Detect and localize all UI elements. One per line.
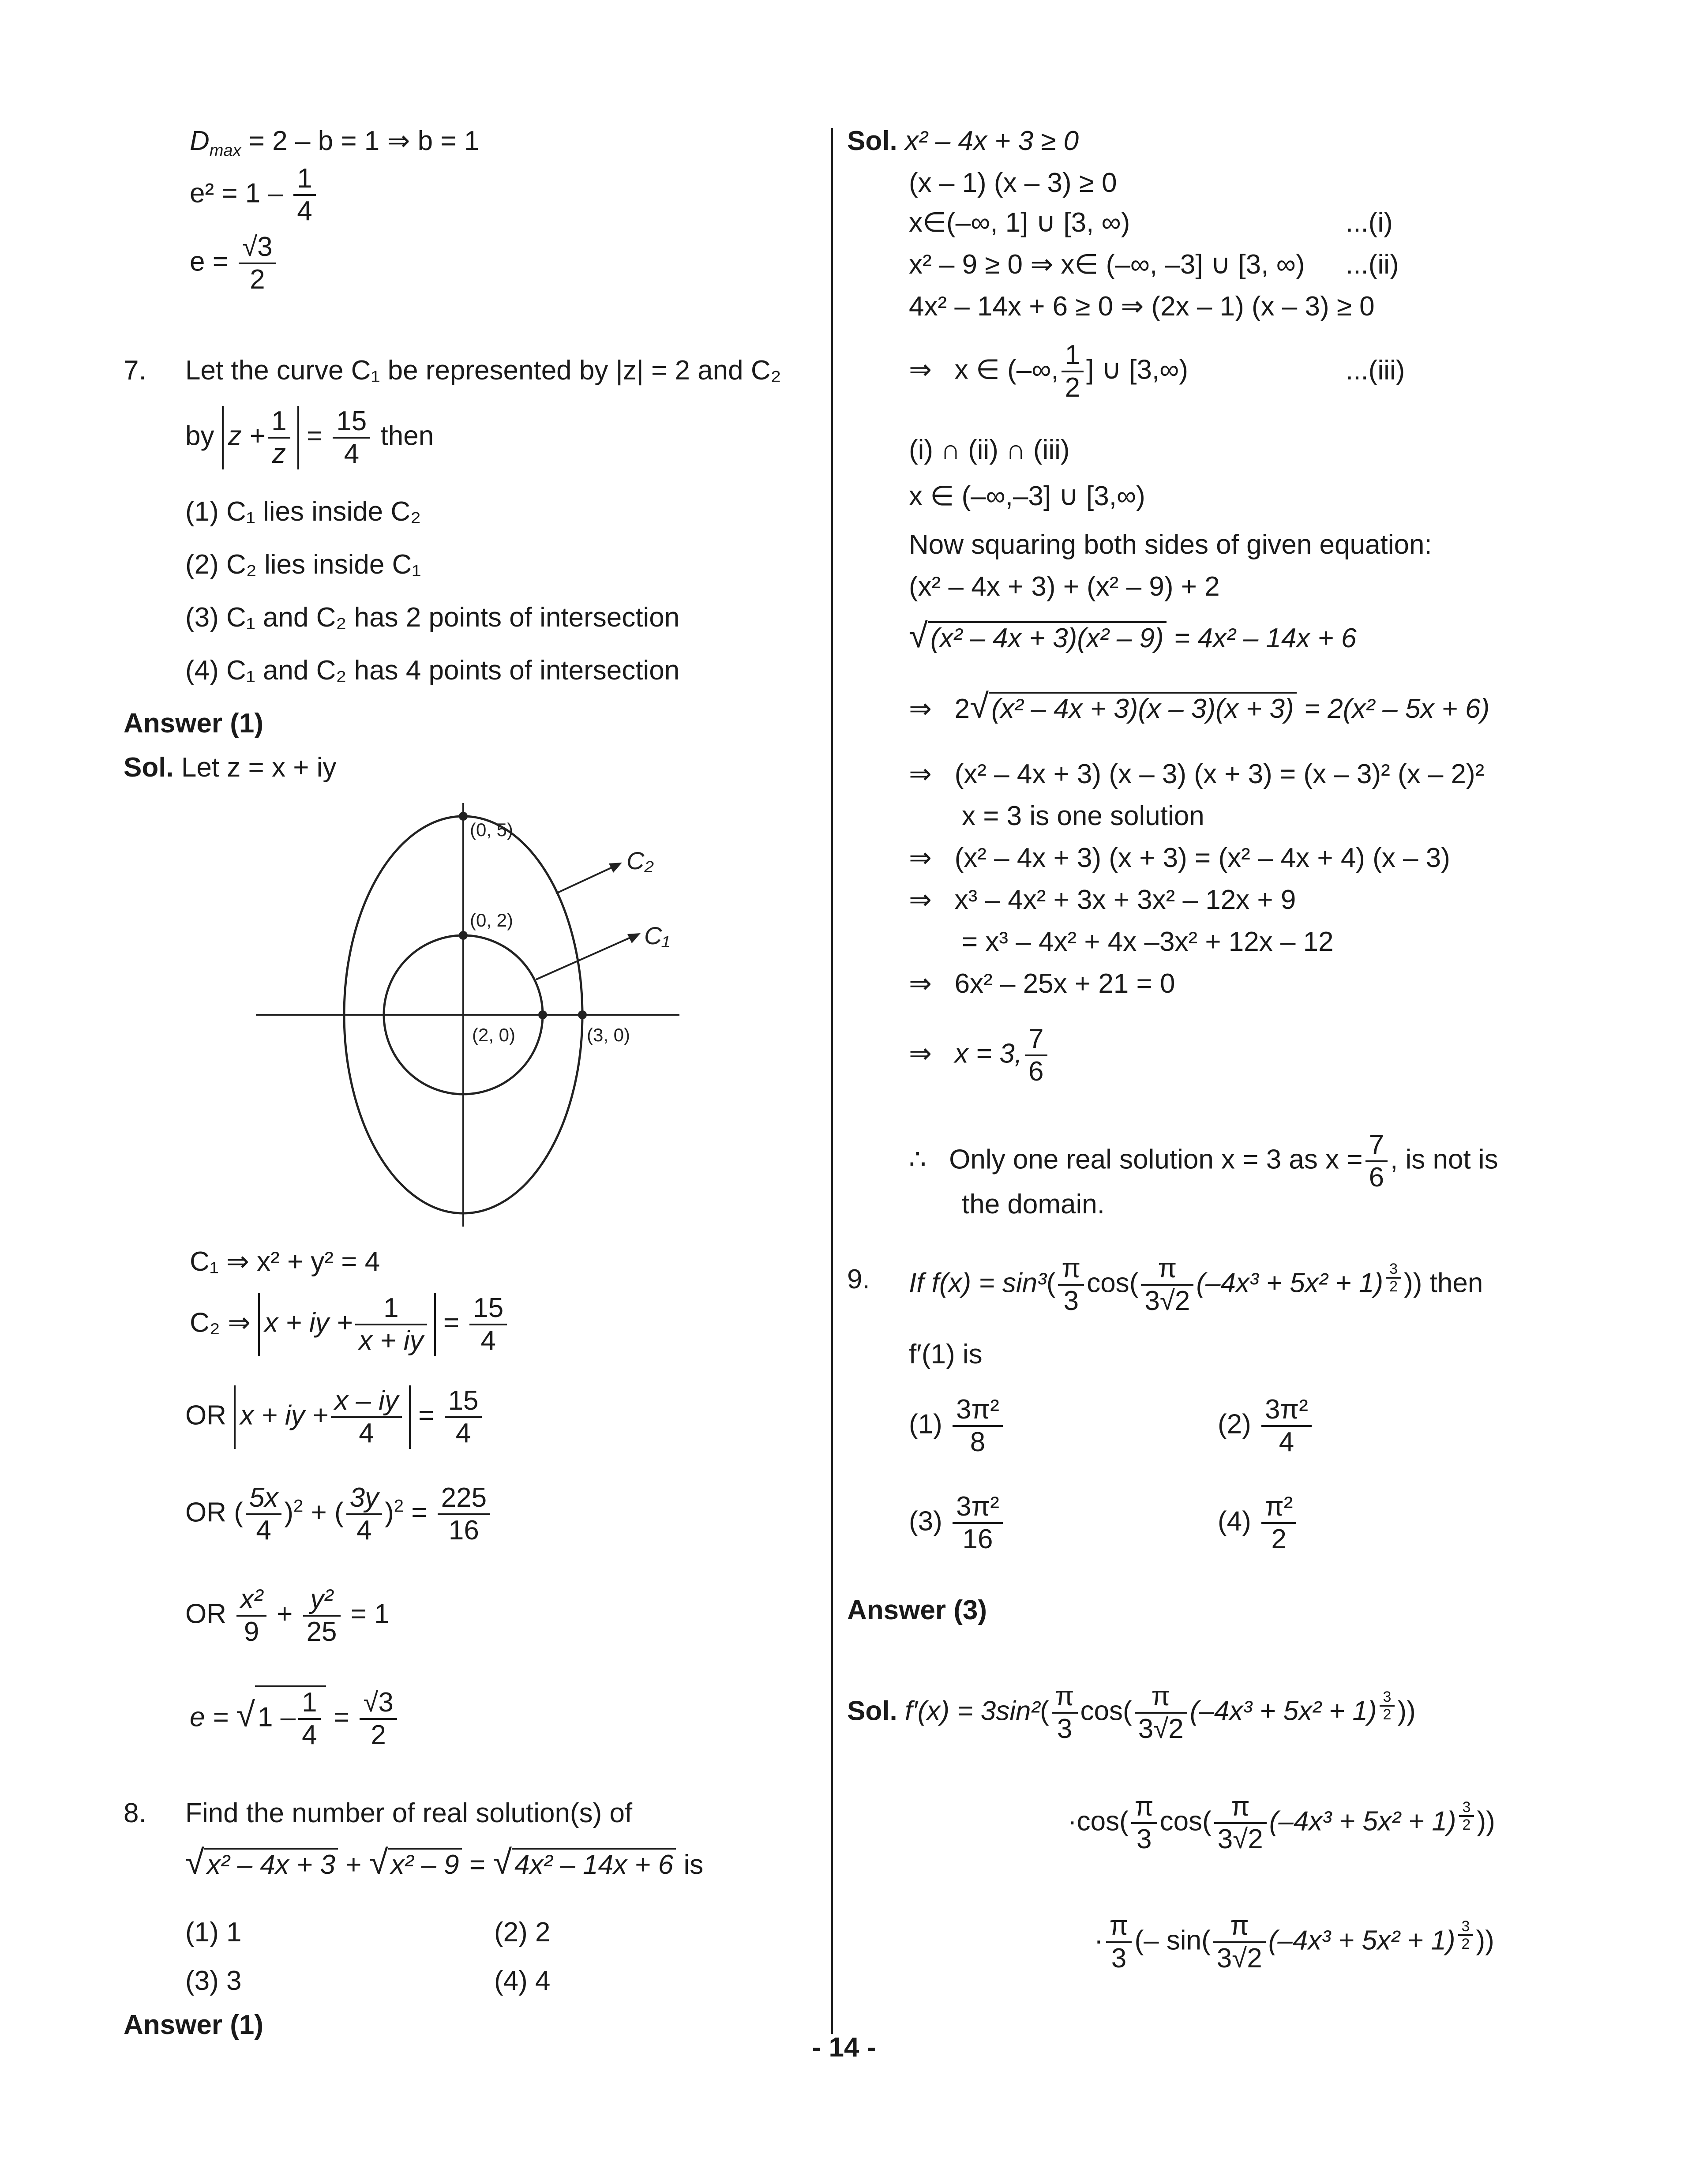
or2-rhs-frac <box>438 1482 490 1546</box>
label-0-5: (0, 5) <box>470 819 514 840</box>
e-final-radical <box>255 1685 326 1751</box>
r-l20-post: , is not is <box>1390 1144 1498 1175</box>
frac-den: 4 <box>359 1418 374 1448</box>
sol2-l2-exponent <box>1459 1799 1474 1833</box>
option-frac <box>1261 1491 1296 1555</box>
q7-frac <box>268 406 290 469</box>
sol2-l2-cos: ·cos <box>1068 1806 1120 1837</box>
r-l20-frac <box>1365 1130 1388 1193</box>
frac-den: 2 <box>1462 1816 1471 1834</box>
r-l15: (x² – 4x + 3) (x + 3) = (x² – 4x + 4) (x – 3) <box>954 843 1450 873</box>
r-l16: x³ – 4x² + 3x + 3x² – 12x + 9 <box>954 885 1296 915</box>
sol-label: Sol. <box>847 1696 897 1726</box>
or2-a-frac <box>246 1482 281 1546</box>
q9-statement: If f(x) = sin³( $\frac{\pi}{3}$ cos( $\frac{\pi}{3√2}$ (–4x³ + 5x² + 1) $^{\frac{3}{2}}$ )) then <box>909 1253 1483 1316</box>
implies-arrow: ⇒ <box>909 694 932 724</box>
frac-den: 16 <box>962 1524 993 1554</box>
sol2-l3-inner: (–4x³ + 5x² + 1) <box>1268 1925 1455 1956</box>
frac-den: 3 <box>1136 1824 1152 1854</box>
q9-fprime: f′(1) is <box>909 1339 983 1370</box>
r-line-8: x ∈ (–∞,–3] ∪ [3,∞) <box>909 481 1145 511</box>
frac-den: 4 <box>256 1515 271 1546</box>
c1-equation: C₁ ⇒ x² + y² = 4 <box>190 1246 380 1277</box>
q8-option-2: (2) 2 <box>494 1917 551 1948</box>
frac-den: 2 <box>371 1720 386 1750</box>
or1-abs <box>234 1385 411 1449</box>
r-l12-radical: (x² – 4x + 3)(x – 3)(x + 3) <box>989 692 1297 724</box>
frac-num: π <box>1135 1681 1187 1714</box>
frac-num: y² <box>303 1584 341 1617</box>
r-l12-pre: 2 <box>954 694 970 724</box>
or-line-1 <box>185 1385 484 1449</box>
c2-expr: x + iy + <box>264 1307 353 1338</box>
frac-den: 3 <box>1057 1714 1073 1744</box>
or1-frac <box>331 1385 402 1449</box>
frac-num: 1 <box>1062 340 1084 372</box>
sol-label: Sol. <box>847 126 897 156</box>
frac-num: π <box>1213 1910 1266 1943</box>
sol2-l3-pi3r2 <box>1213 1910 1266 1974</box>
label-c2: C₂ <box>626 847 654 874</box>
q9-pi3 <box>1058 1253 1084 1317</box>
therefore-symbol: ∴ <box>909 1144 927 1175</box>
r-line-21: the domain. <box>962 1189 1105 1220</box>
r-l6-pre: x ∈ (–∞, <box>954 354 1059 385</box>
option-label: (1) <box>909 1409 942 1440</box>
frac-den: 2 <box>1271 1524 1287 1554</box>
q7-option-1: (1) C₁ lies inside C₂ <box>185 496 421 527</box>
frac-den: 4 <box>356 1515 372 1546</box>
q7-number: 7. <box>124 355 146 386</box>
or-label: OR <box>185 1400 226 1431</box>
frac-num: π <box>1058 1253 1084 1286</box>
q9-option-1 <box>909 1394 1005 1458</box>
frac-den: 4 <box>455 1418 471 1448</box>
q7-text: Let the curve C₁ be represented by |z| = 2 and C₂ <box>185 355 781 386</box>
dmax-equation: = 2 – b = 1 ⇒ b = 1 <box>241 126 480 156</box>
q8-eq: = <box>469 1850 486 1880</box>
or-label: OR <box>185 1599 226 1629</box>
frac-den: 4 <box>1279 1427 1294 1457</box>
sol2-cos: cos <box>1080 1696 1123 1726</box>
implies-arrow: ⇒ <box>909 968 932 999</box>
or-label: OR <box>185 1497 226 1528</box>
option-frac <box>1261 1394 1312 1458</box>
r-l19-pre: x = 3, <box>954 1038 1023 1069</box>
q8-text: Find the number of real solution(s) of <box>185 1798 633 1828</box>
frac-num: 3 <box>1458 1918 1474 1936</box>
c2-label: C₂ ⇒ <box>190 1307 251 1338</box>
r-line-17: = x³ – 4x² + 4x –3x² + 12x – 12 <box>962 927 1334 957</box>
c2-abs <box>258 1293 435 1356</box>
sol2-lhs: f′(x) = 3sin² <box>904 1696 1040 1726</box>
sol-label: Sol. <box>124 752 174 783</box>
frac-num: √3 <box>239 232 276 264</box>
frac-num: π <box>1131 1791 1157 1824</box>
label-c1: C₁ <box>644 922 670 949</box>
point-0-2 <box>459 931 468 940</box>
frac-num: π <box>1141 1253 1193 1286</box>
implies-arrow: ⇒ <box>909 759 932 789</box>
q9-exponent <box>1386 1261 1401 1295</box>
q8-answer: Answer (1) <box>124 2010 263 2040</box>
r-line-9: Now squaring both sides of given equation: <box>909 529 1432 560</box>
r-line-18 <box>909 966 1175 1002</box>
r-l11-rhs: = 4x² – 14x + 6 <box>1174 623 1357 653</box>
or-line-2: OR ( $\frac{5x}{4}$ )$^2$ + ( $\frac{3y}{4}$ )$^2$ = $\frac{225}{16}$ <box>185 1482 493 1546</box>
r-line-2: (x – 1) (x – 3) ≥ 0 <box>909 168 1117 198</box>
frac-den: 4 <box>480 1325 496 1356</box>
option-label: (2) <box>1218 1409 1251 1440</box>
q9-inner: (–4x³ + 5x² + 1) <box>1196 1268 1384 1298</box>
implies-arrow: ⇒ <box>909 885 932 915</box>
or1-eq: = <box>418 1400 435 1431</box>
column-divider <box>831 128 833 2034</box>
q8-option-1: (1) 1 <box>185 1917 242 1948</box>
frac-den: 3√2 <box>1138 1714 1184 1744</box>
frac-num: 3 <box>1380 1689 1395 1707</box>
q8-radical-c: 4x² – 14x + 6 <box>512 1848 676 1880</box>
r-l6-post: ] ∪ [3,∞) <box>1086 354 1188 385</box>
frac-den: 8 <box>970 1427 986 1457</box>
q7-z: z + <box>228 420 266 451</box>
e-squared-line <box>190 163 319 227</box>
or1-rhs-frac <box>445 1385 482 1449</box>
q7-option-3: (3) C₁ and C₂ has 2 points of intersection <box>185 602 680 633</box>
or3-plus: + <box>277 1599 293 1629</box>
r-l13: (x² – 4x + 3) (x – 3) (x + 3) = (x – 3)² (x – 2)² <box>954 759 1485 789</box>
r-l12-rhs: = 2(x² – 5x + 6) <box>1304 694 1490 724</box>
q7-solution-intro <box>124 750 336 785</box>
frac-num: 1 <box>268 406 290 439</box>
q8-radical-b: x² – 9 <box>388 1848 462 1880</box>
frac-num: 3 <box>1459 1799 1474 1817</box>
q9-option-3 <box>909 1491 1005 1555</box>
r-l1: x² – 4x + 3 ≥ 0 <box>904 126 1079 156</box>
frac-num: 3y <box>346 1482 382 1515</box>
frac-den: 4 <box>302 1720 317 1750</box>
q9-answer: Answer (3) <box>847 1595 987 1625</box>
frac-num: 5x <box>246 1482 281 1515</box>
sol2-line-2: ·cos( $\frac{\pi}{3}$ cos( $\frac{\pi}{3√2}$ (–4x³ + 5x² + 1) $^{\frac{3}{2}}$ )) <box>1068 1791 1495 1854</box>
q9-then: then <box>1429 1268 1483 1298</box>
r-l11-radical: (x² – 4x + 3)(x² – 9) <box>928 621 1167 654</box>
q9-pi3r2 <box>1141 1253 1193 1317</box>
e-final-eq: = <box>333 1702 350 1733</box>
c2-rhs-frac <box>469 1293 507 1356</box>
or2-eq: = <box>411 1497 428 1528</box>
frac-num: 15 <box>469 1293 507 1325</box>
sol2-pi3 <box>1052 1681 1078 1745</box>
point-3-0 <box>578 1010 587 1019</box>
r-line-6-tag: ...(iii) <box>1346 355 1405 386</box>
e-final-frac <box>360 1687 397 1751</box>
c2-frac <box>355 1293 427 1356</box>
q7-condition <box>185 406 434 469</box>
frac-den: 2 <box>1383 1706 1392 1723</box>
frac-num: 1 <box>293 163 315 196</box>
point-0-5 <box>459 812 468 821</box>
frac-num: 15 <box>445 1385 482 1418</box>
r-line-12: ⇒ 2√(x² – 4x + 3)(x – 3)(x + 3) = 2(x² – 5x + 6) <box>909 687 1490 725</box>
sol2-l2-cos2: cos <box>1159 1806 1203 1837</box>
r-l6-frac <box>1062 340 1084 403</box>
implies-arrow: ⇒ <box>909 1038 932 1069</box>
frac-den: z <box>272 439 286 469</box>
frac-den: 2 <box>1065 372 1080 403</box>
r-line-20 <box>909 1130 1498 1193</box>
frac-num: 7 <box>1025 1024 1047 1056</box>
frac-num: π² <box>1261 1491 1296 1524</box>
q8-option-4: (4) 4 <box>494 1966 551 1996</box>
q9-cos: cos <box>1087 1268 1129 1298</box>
r-line-15 <box>909 841 1450 876</box>
or2-plus: + <box>311 1497 327 1528</box>
r-line-13 <box>909 757 1484 792</box>
e-final-inner: 1 – <box>257 1702 296 1733</box>
or-line-3 <box>185 1584 390 1647</box>
r-line-1 <box>847 124 1079 159</box>
r-line-14: x = 3 is one solution <box>962 801 1204 831</box>
frac-den: 3 <box>1111 1943 1127 1974</box>
e-final-line: e = √1 – $\frac{1}{4}$ = $\frac{√3}{2}$ <box>190 1685 400 1751</box>
e-squared-lhs: e² = 1 – <box>190 178 283 209</box>
c2-equation <box>190 1293 510 1356</box>
q7-option-4: (4) C₁ and C₂ has 4 points of intersection <box>185 655 680 686</box>
frac-num: 15 <box>333 406 370 439</box>
r-line-7: (i) ∩ (ii) ∩ (iii) <box>909 435 1070 465</box>
page-number: - 14 - <box>812 2032 876 2063</box>
frac-num: 3 <box>1386 1261 1401 1279</box>
q7-then: then <box>380 420 434 451</box>
q8-is: is <box>683 1850 704 1880</box>
e-final-inner-frac <box>298 1687 320 1751</box>
frac-den: 9 <box>244 1617 259 1647</box>
frac-num: 3π² <box>953 1491 1003 1524</box>
frac-den: 3 <box>1063 1286 1079 1316</box>
option-label: (4) <box>1218 1506 1251 1537</box>
frac-den: 3√2 <box>1216 1943 1262 1974</box>
r-line-3-tag: ...(i) <box>1346 207 1393 238</box>
frac-num: π <box>1052 1681 1078 1714</box>
ellipse-circle-graph <box>256 803 706 1227</box>
r-l20-pre: Only one real solution x = 3 as x = <box>949 1144 1363 1175</box>
or2-b-frac <box>346 1482 382 1546</box>
r-line-4: x² – 9 ≥ 0 ⇒ x∈ (–∞, –3] ∪ [3, ∞) <box>909 249 1305 280</box>
implies-arrow: ⇒ <box>909 354 932 385</box>
q8-number: 8. <box>124 1798 146 1828</box>
frac-den: 6 <box>1369 1162 1384 1193</box>
dmax-line <box>190 124 479 168</box>
r-line-19 <box>909 1024 1050 1087</box>
e-line <box>190 232 279 295</box>
frac-den: 2 <box>250 264 265 295</box>
frac-num: 1 <box>355 1293 427 1325</box>
frac-num: π <box>1106 1910 1132 1943</box>
q7-by: by <box>185 420 214 451</box>
q8-option-3: (3) 3 <box>185 1966 242 1996</box>
frac-den: 3√2 <box>1144 1286 1190 1316</box>
frac-num: π <box>1214 1791 1267 1824</box>
frac-num: 7 <box>1365 1130 1388 1162</box>
q9-option-4 <box>1218 1491 1299 1555</box>
frac-den: 2 <box>1389 1278 1398 1295</box>
r-l18: 6x² – 25x + 21 = 0 <box>954 968 1175 999</box>
c2-eq: = <box>443 1307 460 1338</box>
frac-den: 4 <box>297 196 312 226</box>
q8-radical-a: x² – 4x + 3 <box>204 1848 338 1880</box>
frac-den: 6 <box>1028 1056 1044 1087</box>
implies-arrow: ⇒ <box>909 843 932 873</box>
frac-den: 16 <box>448 1515 479 1546</box>
r-line-10: (x² – 4x + 3) + (x² – 9) + 2 <box>909 571 1220 602</box>
sol2-exponent <box>1380 1689 1395 1722</box>
frac-den: 4 <box>344 439 360 469</box>
sol2-inner: (–4x³ + 5x² + 1) <box>1189 1696 1377 1726</box>
q7-abs <box>222 406 299 469</box>
r-line-5: 4x² – 14x + 6 ≥ 0 ⇒ (2x – 1) (x – 3) ≥ 0 <box>909 291 1375 322</box>
r-l19-frac <box>1025 1024 1047 1087</box>
label-0-2: (0, 2) <box>470 910 514 931</box>
frac-den: 2 <box>1461 1936 1470 1953</box>
e-fraction <box>239 232 276 295</box>
sol2-l3-pi3 <box>1106 1910 1132 1974</box>
or3-eq: = 1 <box>350 1599 390 1629</box>
r-line-11: √(x² – 4x + 3)(x² – 9) = 4x² – 14x + 6 <box>909 616 1357 655</box>
label-2-0: (2, 0) <box>472 1024 516 1045</box>
sol2-l2-inner: (–4x³ + 5x² + 1) <box>1269 1806 1456 1837</box>
or1-expr: x + iy + <box>240 1400 329 1431</box>
q7-eq: = <box>306 420 323 451</box>
sol-text: Let z = x + iy <box>181 752 337 783</box>
option-label: (3) <box>909 1506 942 1537</box>
sol2-l3-exponent <box>1458 1918 1474 1952</box>
frac-num: x – iy <box>331 1385 402 1418</box>
q7-rhs-frac <box>333 406 370 469</box>
e-label: e = <box>190 246 229 277</box>
point-2-0 <box>538 1010 547 1019</box>
q7-option-2: (2) C₂ lies inside C₁ <box>185 549 421 580</box>
c1-pointer <box>536 935 635 979</box>
frac-num: 1 <box>298 1687 320 1720</box>
sol2-l3-sin: – sin <box>1144 1925 1202 1956</box>
or3-b-frac <box>303 1584 341 1647</box>
or3-a-frac <box>236 1584 266 1647</box>
sol2-line-1: Sol. f′(x) = 3sin²( $\frac{\pi}{3}$ cos( $\frac{\pi}{3√2}$ (–4x³ + 5x² + 1) $^{\frac{3}{2}}$ )) <box>847 1681 1416 1744</box>
frac-num: 3π² <box>1261 1394 1312 1427</box>
q7-answer: Answer (1) <box>124 708 263 739</box>
r-line-3: x∈(–∞, 1] ∪ [3, ∞) <box>909 207 1130 238</box>
sol2-line-3: · $\frac{\pi}{3}$ (– sin( $\frac{\pi}{3√2}$ (–4x³ + 5x² + 1) $^{\frac{3}{2}}$ )) <box>1094 1910 1494 1974</box>
frac-num: 3π² <box>953 1394 1003 1427</box>
option-frac <box>953 1394 1003 1458</box>
r-line-4-tag: ...(ii) <box>1346 249 1399 280</box>
frac-num: √3 <box>360 1687 397 1720</box>
option-frac <box>953 1491 1003 1555</box>
dmax-subscript: max <box>209 141 241 160</box>
q8-equation: √x² – 4x + 3 + √x² – 9 = √4x² – 14x + 6 is <box>185 1843 704 1881</box>
sol2-l2-pi3 <box>1131 1791 1157 1855</box>
frac-num: 225 <box>438 1482 490 1515</box>
frac-num: x² <box>236 1584 266 1617</box>
q9-number: 9. <box>847 1264 870 1295</box>
r-line-16 <box>909 882 1296 918</box>
sol2-l2-pi3r2 <box>1214 1791 1267 1855</box>
e-final-label: e = <box>190 1702 229 1733</box>
e-squared-fraction <box>293 163 315 227</box>
c2-pointer <box>556 865 618 893</box>
q8-plus: + <box>345 1850 362 1880</box>
dmax-symbol: D <box>190 126 210 156</box>
frac-den: 3√2 <box>1217 1824 1263 1854</box>
frac-den: x + iy <box>359 1325 424 1356</box>
q9-if: If f(x) = sin³ <box>909 1268 1047 1298</box>
frac-den: 25 <box>306 1617 337 1647</box>
q9-option-2 <box>1218 1394 1314 1458</box>
sol2-l3-dot: · <box>1094 1925 1103 1956</box>
label-3-0: (3, 0) <box>587 1024 630 1045</box>
sol2-pi3r2 <box>1135 1681 1187 1745</box>
r-line-6 <box>909 340 1188 403</box>
